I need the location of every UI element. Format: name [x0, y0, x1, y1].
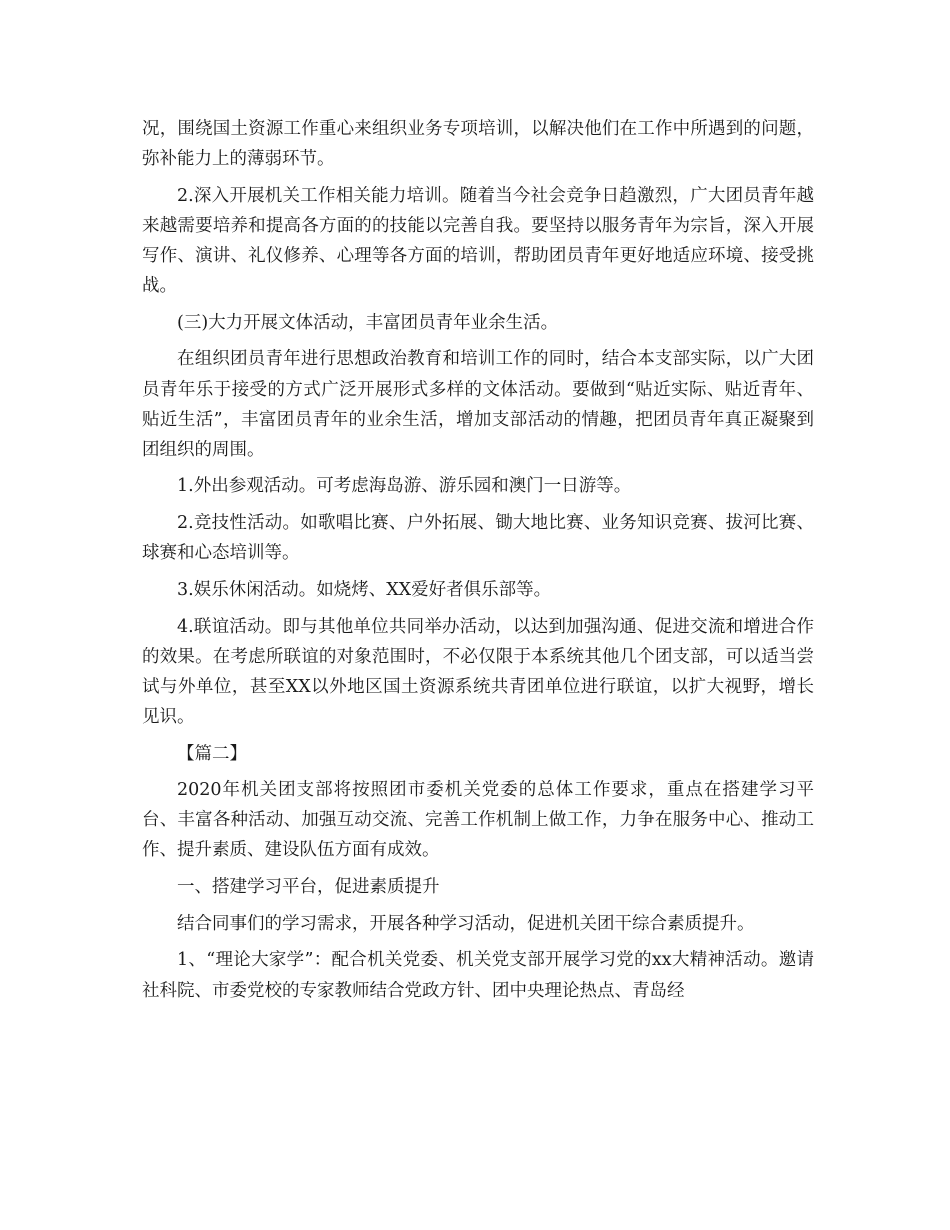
list-item-competition: 2.竞技性活动。如歌唱比赛、户外拓展、锄大地比赛、业务知识竞赛、拔河比赛、球赛和心态培训等。 — [142, 513, 814, 564]
paragraph-learning-needs: 结合同事们的学习需求，开展各种学习活动，促进机关团干综合素质提升。 — [177, 913, 755, 934]
paragraph-2020-plan: 2020年机关团支部将按照团市委机关党委的总体工作要求，重点在搭建学习平台、丰富各种活动、加强互动交流、完善工作机制上做工作，力争在服务中心、推动工作、提升素质、建设队伍方面有成效。 — [142, 780, 814, 861]
list-item-leisure: 3.娱乐休闲活动。如烧烤、XX爱好者俱乐部等。 — [177, 579, 552, 600]
list-item-theory-study: 1、“理论大家学”：配合机关党委、机关党支部开展学习党的xx大精神活动。邀请社科院、市委党校的专家教师结合党政方针、团中央理论热点、青岛经 — [142, 950, 814, 1001]
document-body — [142, 114, 814, 1012]
part-two-heading: 【篇二】 — [177, 743, 247, 764]
list-item-outing: 1.外出参观活动。可考虑海岛游、游乐园和澳门一日游等。 — [177, 476, 632, 497]
paragraph-item-2-training: 2.深入开展机关工作相关能力培训。随着当今社会竞争日趋激烈，广大团员青年越来越需要培养和提高各方面的的技能以完善自我。要坚持以服务青年为宗旨，深入开展写作、演讲、礼仪修养、心理等各方面的培训，帮助团员青年更好地适应环境、接受挑战。 — [142, 185, 814, 297]
list-item-fellowship: 4.联谊活动。即与其他单位共同举办活动，以达到加强沟通、促进交流和增进合作的效果。在考虑所联谊的对象范围时，不必仅限于本系统其他几个团支部，可以适当尝试与外单位，甚至XX以外地区国土资源系统共青团单位进行联谊，以扩大视野，增长见识。 — [142, 616, 814, 727]
paragraph-continuation: 况，围绕国土资源工作重心来组织业务专项培训，以解决他们在工作中所遇到的问题，弥补能力上的薄弱环节。 — [142, 119, 814, 170]
paragraph-culture-activities: 在组织团员青年进行思想政治教育和培训工作的同时，结合本支部实际，以广大团员青年乐于接受的方式广泛开展形式多样的文体活动。要做到“贴近实际、贴近青年、贴近生活”，丰富团员青年的业余生活，增加支部活动的情趣，把团员青年真正凝聚到团组织的周围。 — [142, 349, 814, 460]
section-heading-three: (三)大力开展文体活动，丰富团员青年业余生活。 — [177, 312, 559, 333]
section-heading-one: 一、搭建学习平台，促进素质提升 — [177, 877, 440, 898]
